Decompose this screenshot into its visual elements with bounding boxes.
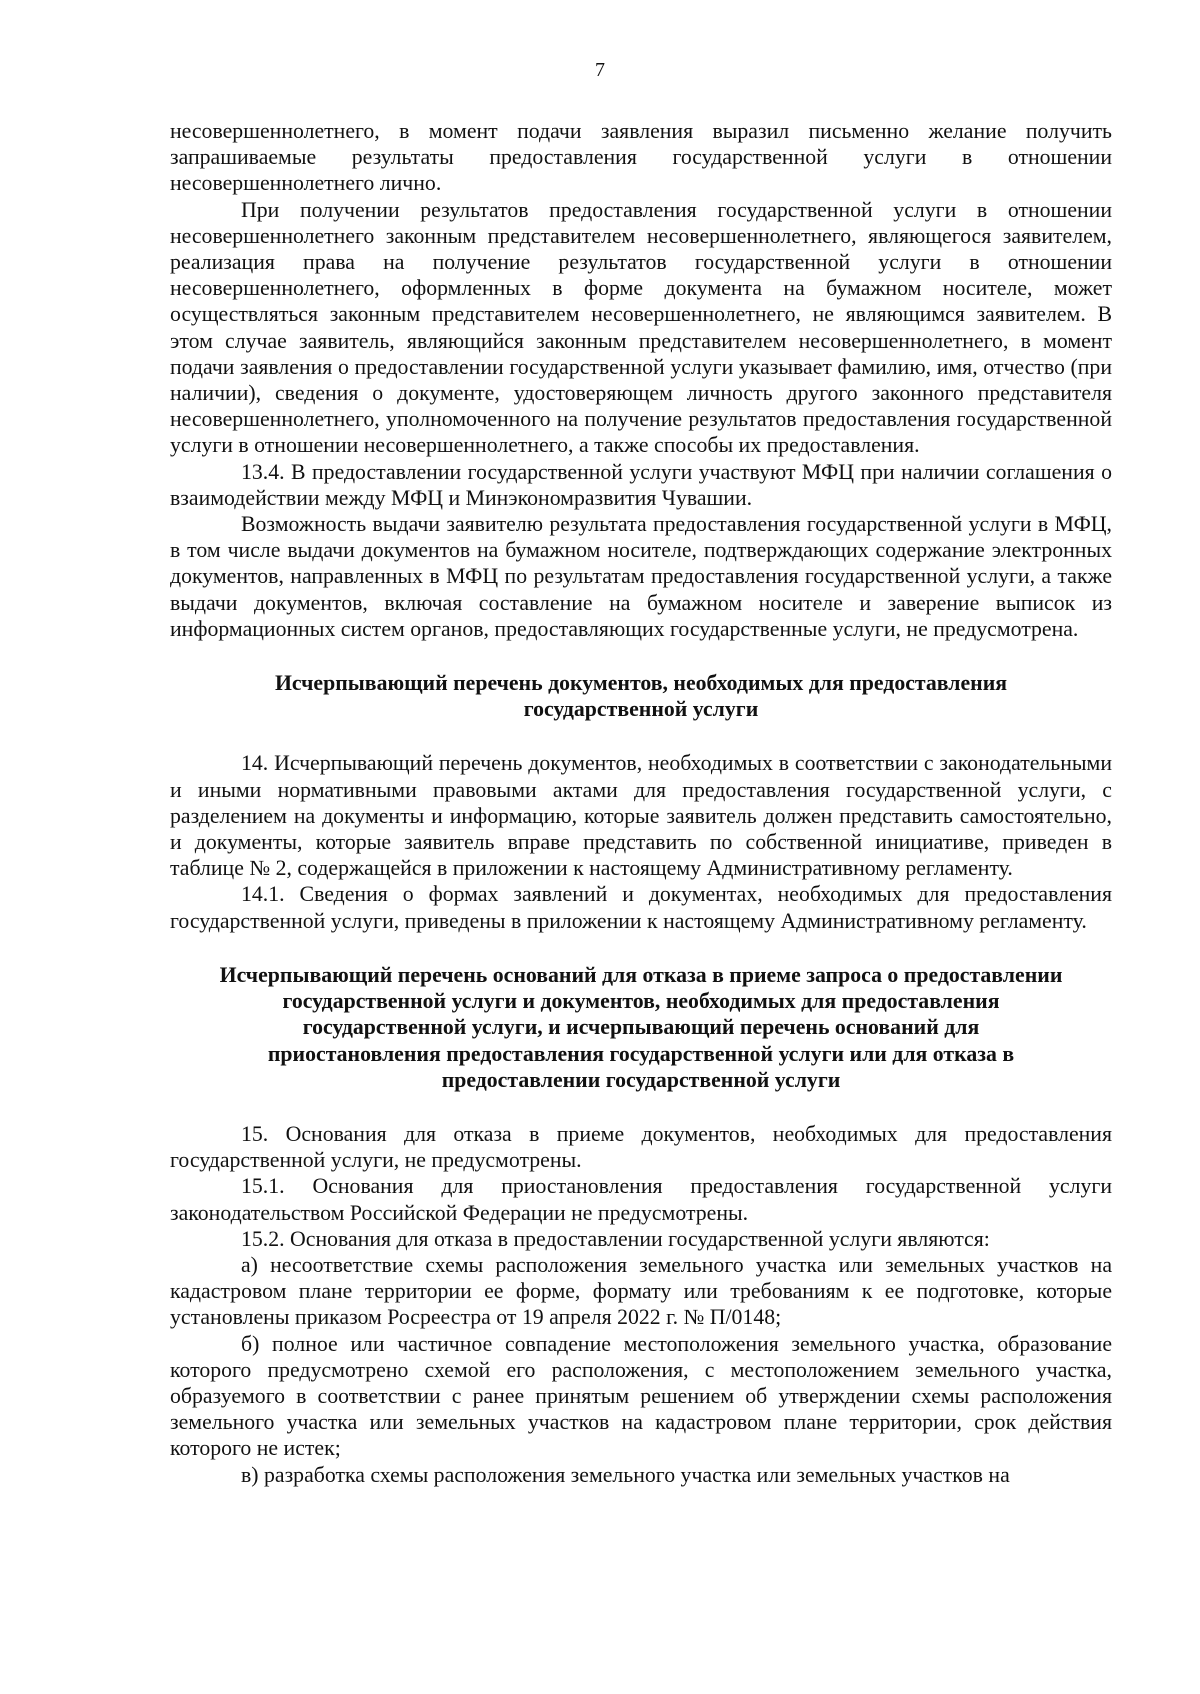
spacer xyxy=(170,934,1112,962)
paragraph-15-1: 15.1. Основания для приостановления предоставления государственной услуги законодательством Российской Федерации не предусмотрены. xyxy=(170,1174,1112,1225)
paragraph-14: 14. Исчерпывающий перечень документов, необходимых в соответствии с законодательными и иными нормативными правовыми актами для предоставления государственной услуги, с разделением на документы и информацию, которые заявитель должен представить самостоятельно, и документы, которые заявитель вправе представить по собственной инициативе, приведен в таблице № 2, содержащейся в приложении к настоящему Административному регламенту. xyxy=(170,751,1112,881)
heading-line: приостановления предоставления государственной услуги или для отказа в xyxy=(267,1041,1015,1066)
paragraph-15: 15. Основания для отказа в приеме документов, необходимых для предоставления государственной услуги, не предусмотрены. xyxy=(170,1121,1112,1173)
paragraph-14-1: 14.1. Сведения о формах заявлений и документах, необходимых для предоставления государственной услуги, приведены в приложении к настоящему Административному регламенту. xyxy=(170,882,1112,933)
heading-line: государственной услуги, и исчерпывающий перечень оснований для xyxy=(302,1015,980,1040)
spacer xyxy=(170,642,1112,670)
list-item-v: в) разработка схемы расположения земельного участка или земельных участков на xyxy=(241,1462,1010,1487)
paragraph-mfc-results: Возможность выдачи заявителю результата предоставления государственной услуги в МФЦ, в том числе выдачи документов на бумажном носителе, подтверждающих содержание электронных документов, направленных в МФЦ по результатам предоставления государственной услуги, а также выдачи документов, включая составление на бумажном носителе и заверение выписок из информационных систем органов, предоставляющих государственные услуги, не предусмотрена. xyxy=(170,512,1112,641)
heading-line: Исчерпывающий перечень документов, необходимых для предоставления xyxy=(274,671,1008,696)
spacer xyxy=(170,1093,1112,1121)
heading-line: предоставлении государственной услуги xyxy=(441,1067,841,1092)
heading-line: государственной услуги xyxy=(523,697,759,722)
document-body xyxy=(170,118,1112,1488)
section-heading-refusal-grounds xyxy=(170,962,1112,1093)
paragraph-continuation: несовершеннолетнего, в момент подачи заявления выразил письменно желание получить запрашиваемые результаты предоставления государственной услуги в отношении несовершеннолетнего лично. xyxy=(170,119,1112,196)
section-heading-documents-list xyxy=(170,670,1112,722)
heading-line: государственной услуги и документов, необходимых для предоставления xyxy=(282,989,1000,1014)
spacer xyxy=(170,722,1112,750)
page-number: 7 xyxy=(595,59,605,81)
heading-line: Исчерпывающий перечень оснований для отказа в приеме запроса о предоставлении xyxy=(219,962,1063,987)
paragraph-13-4: 13.4. В предоставлении государственной услуги участвуют МФЦ при наличии соглашения о взаимодействии между МФЦ и Минэкономразвития Чувашии. xyxy=(170,459,1112,510)
paragraph-minor-results: При получении результатов предоставления государственной услуги в отношении несовершеннолетнего законным представителем несовершеннолетнего, являющегося заявителем, реализация права на получение результатов государственной услуги в отношении несовершеннолетнего, оформленных в форме документа на бумажном носителе, может осуществляться законным представителем несовершеннолетнего, не являющимся заявителем. В этом случае заявитель, являющийся законным представителем несовершеннолетнего, в момент подачи заявления о предоставлении государственной услуги указывает фамилию, имя, отчество (при наличии), сведения о документе, удостоверяющем личность другого законного представителя несовершеннолетнего, уполномоченного на получение результатов предоставления государственной услуги в отношении несовершеннолетнего, а также способы их предоставления. xyxy=(170,197,1112,458)
paragraph-15-2: 15.2. Основания для отказа в предоставлении государственной услуги являются: xyxy=(241,1226,990,1251)
list-item-a: а) несоответствие схемы расположения земельного участка или земельных участков на кадастровом плане территории ее форме, формату или требованиям к ее подготовке, которые установлены приказом Росреестра от 19 апреля 2022 г. № П/0148; xyxy=(170,1252,1112,1330)
list-item-b: б) полное или частичное совпадение местоположения земельного участка, образование которого предусмотрено схемой его расположения, с местоположением земельного участка, образуемого в соответствии с ранее принятым решением об утверждении схемы расположения земельного участка или земельных участков на кадастровом плане территории, срок действия которого не истек; xyxy=(170,1331,1112,1461)
